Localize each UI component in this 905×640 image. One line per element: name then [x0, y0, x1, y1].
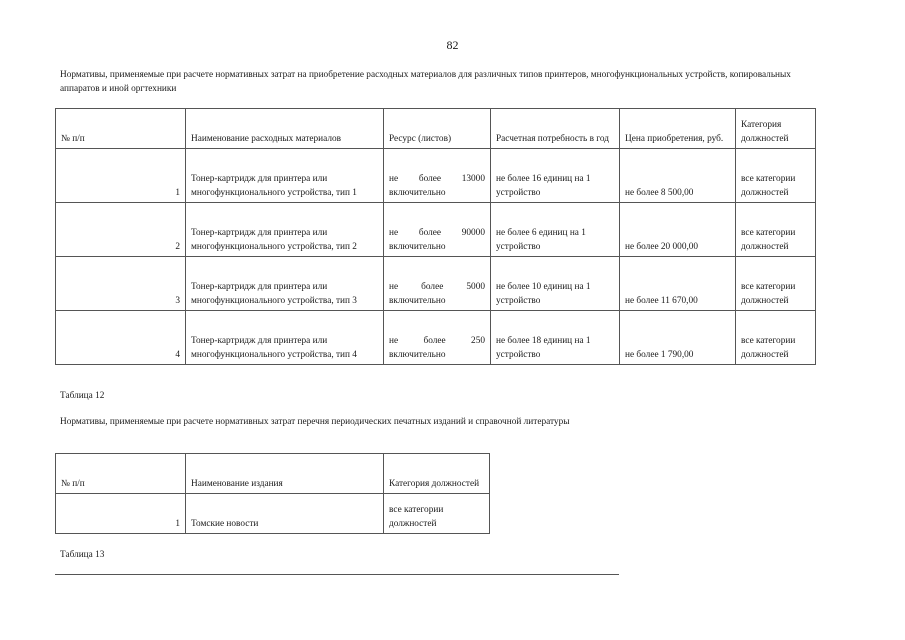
- price: не более 8 500,00: [620, 149, 736, 203]
- resource-suffix: включительно: [389, 242, 446, 252]
- row-number: 2: [56, 203, 186, 257]
- table-row: [56, 257, 816, 311]
- price: не более 11 670,00: [620, 257, 736, 311]
- resource-word-b: более: [423, 336, 446, 346]
- category: все категории должностей: [736, 311, 816, 365]
- row-number: 1: [56, 149, 186, 203]
- table-row: [56, 494, 490, 534]
- resource-cell: [384, 257, 491, 311]
- resource-word-a: не: [389, 174, 399, 184]
- row-number: 1: [56, 494, 186, 534]
- table-row: [56, 311, 816, 365]
- material-name: Тонер-картридж для принтера или многофункционального устройства, тип 4: [186, 311, 384, 365]
- annual-need: не более 10 единиц на 1 устройство: [491, 257, 620, 311]
- section1-caption: Нормативы, применяемые при расчете нормативных затрат на приобретение расходных материалов для различных типов принтеров, многофункциональных устройств, копировальных аппаратов и иной оргтехники: [60, 70, 791, 94]
- resource-cell: [384, 203, 491, 257]
- col-header-price: Цена приобретения, руб.: [620, 109, 736, 149]
- resource-suffix: включительно: [389, 296, 446, 306]
- col-header-need: Расчетная потребность в год: [491, 109, 620, 149]
- col-header-material: Наименование расходных материалов: [186, 109, 384, 149]
- table12-caption: Нормативы, применяемые при расчете нормативных затрат перечня периодических печатных изданий и справочной литературы: [60, 417, 570, 427]
- footer-divider: [55, 574, 619, 575]
- row-number: 3: [56, 257, 186, 311]
- resource-cell: [384, 311, 491, 365]
- material-name: Тонер-картридж для принтера или многофункционального устройства, тип 2: [186, 203, 384, 257]
- table12-label: Таблица 12: [60, 391, 105, 401]
- table-row: [56, 149, 816, 203]
- resource-word-a: не: [389, 336, 399, 346]
- annual-need: не более 16 единиц на 1 устройство: [491, 149, 620, 203]
- resource-cell: [384, 149, 491, 203]
- annual-need: не более 6 единиц на 1 устройство: [491, 203, 620, 257]
- resource-word-b: более: [421, 282, 444, 292]
- resource-word-a: не: [389, 228, 399, 238]
- col-header-category: Категория должностей: [384, 454, 490, 494]
- col-header-category: Категория должностей: [736, 109, 816, 149]
- material-name: Тонер-картридж для принтера или многофункционального устройства, тип 3: [186, 257, 384, 311]
- resource-suffix: включительно: [389, 188, 446, 198]
- material-name: Тонер-картридж для принтера или многофункционального устройства, тип 1: [186, 149, 384, 203]
- category: все категории должностей: [736, 149, 816, 203]
- category: все категории должностей: [736, 203, 816, 257]
- category: все категории должностей: [736, 257, 816, 311]
- price: не более 1 790,00: [620, 311, 736, 365]
- page-number: 82: [446, 38, 459, 52]
- table-row: [56, 203, 816, 257]
- category: все категории должностей: [384, 494, 490, 534]
- price: не более 20 000,00: [620, 203, 736, 257]
- table-header-row: [56, 454, 490, 494]
- resource-word-b: более: [418, 228, 441, 238]
- col-header-resource: Ресурс (листов): [384, 109, 491, 149]
- resource-value: 250: [471, 336, 485, 346]
- resource-suffix: включительно: [389, 350, 446, 360]
- resource-value: 90000: [461, 228, 485, 238]
- annual-need: не более 18 единиц на 1 устройство: [491, 311, 620, 365]
- row-number: 4: [56, 311, 186, 365]
- col-header-number: № п/п: [56, 454, 186, 494]
- publication-name: Томские новости: [186, 494, 384, 534]
- col-header-publication: Наименование издания: [186, 454, 384, 494]
- table-header-row: [56, 109, 816, 149]
- consumables-table: [55, 108, 816, 365]
- periodicals-table: [55, 453, 490, 534]
- table13-label: Таблица 13: [60, 550, 105, 560]
- resource-word-b: более: [418, 174, 441, 184]
- resource-word-a: не: [389, 282, 399, 292]
- resource-value: 5000: [466, 282, 485, 292]
- resource-value: 13000: [461, 174, 485, 184]
- col-header-number: № п/п: [56, 109, 186, 149]
